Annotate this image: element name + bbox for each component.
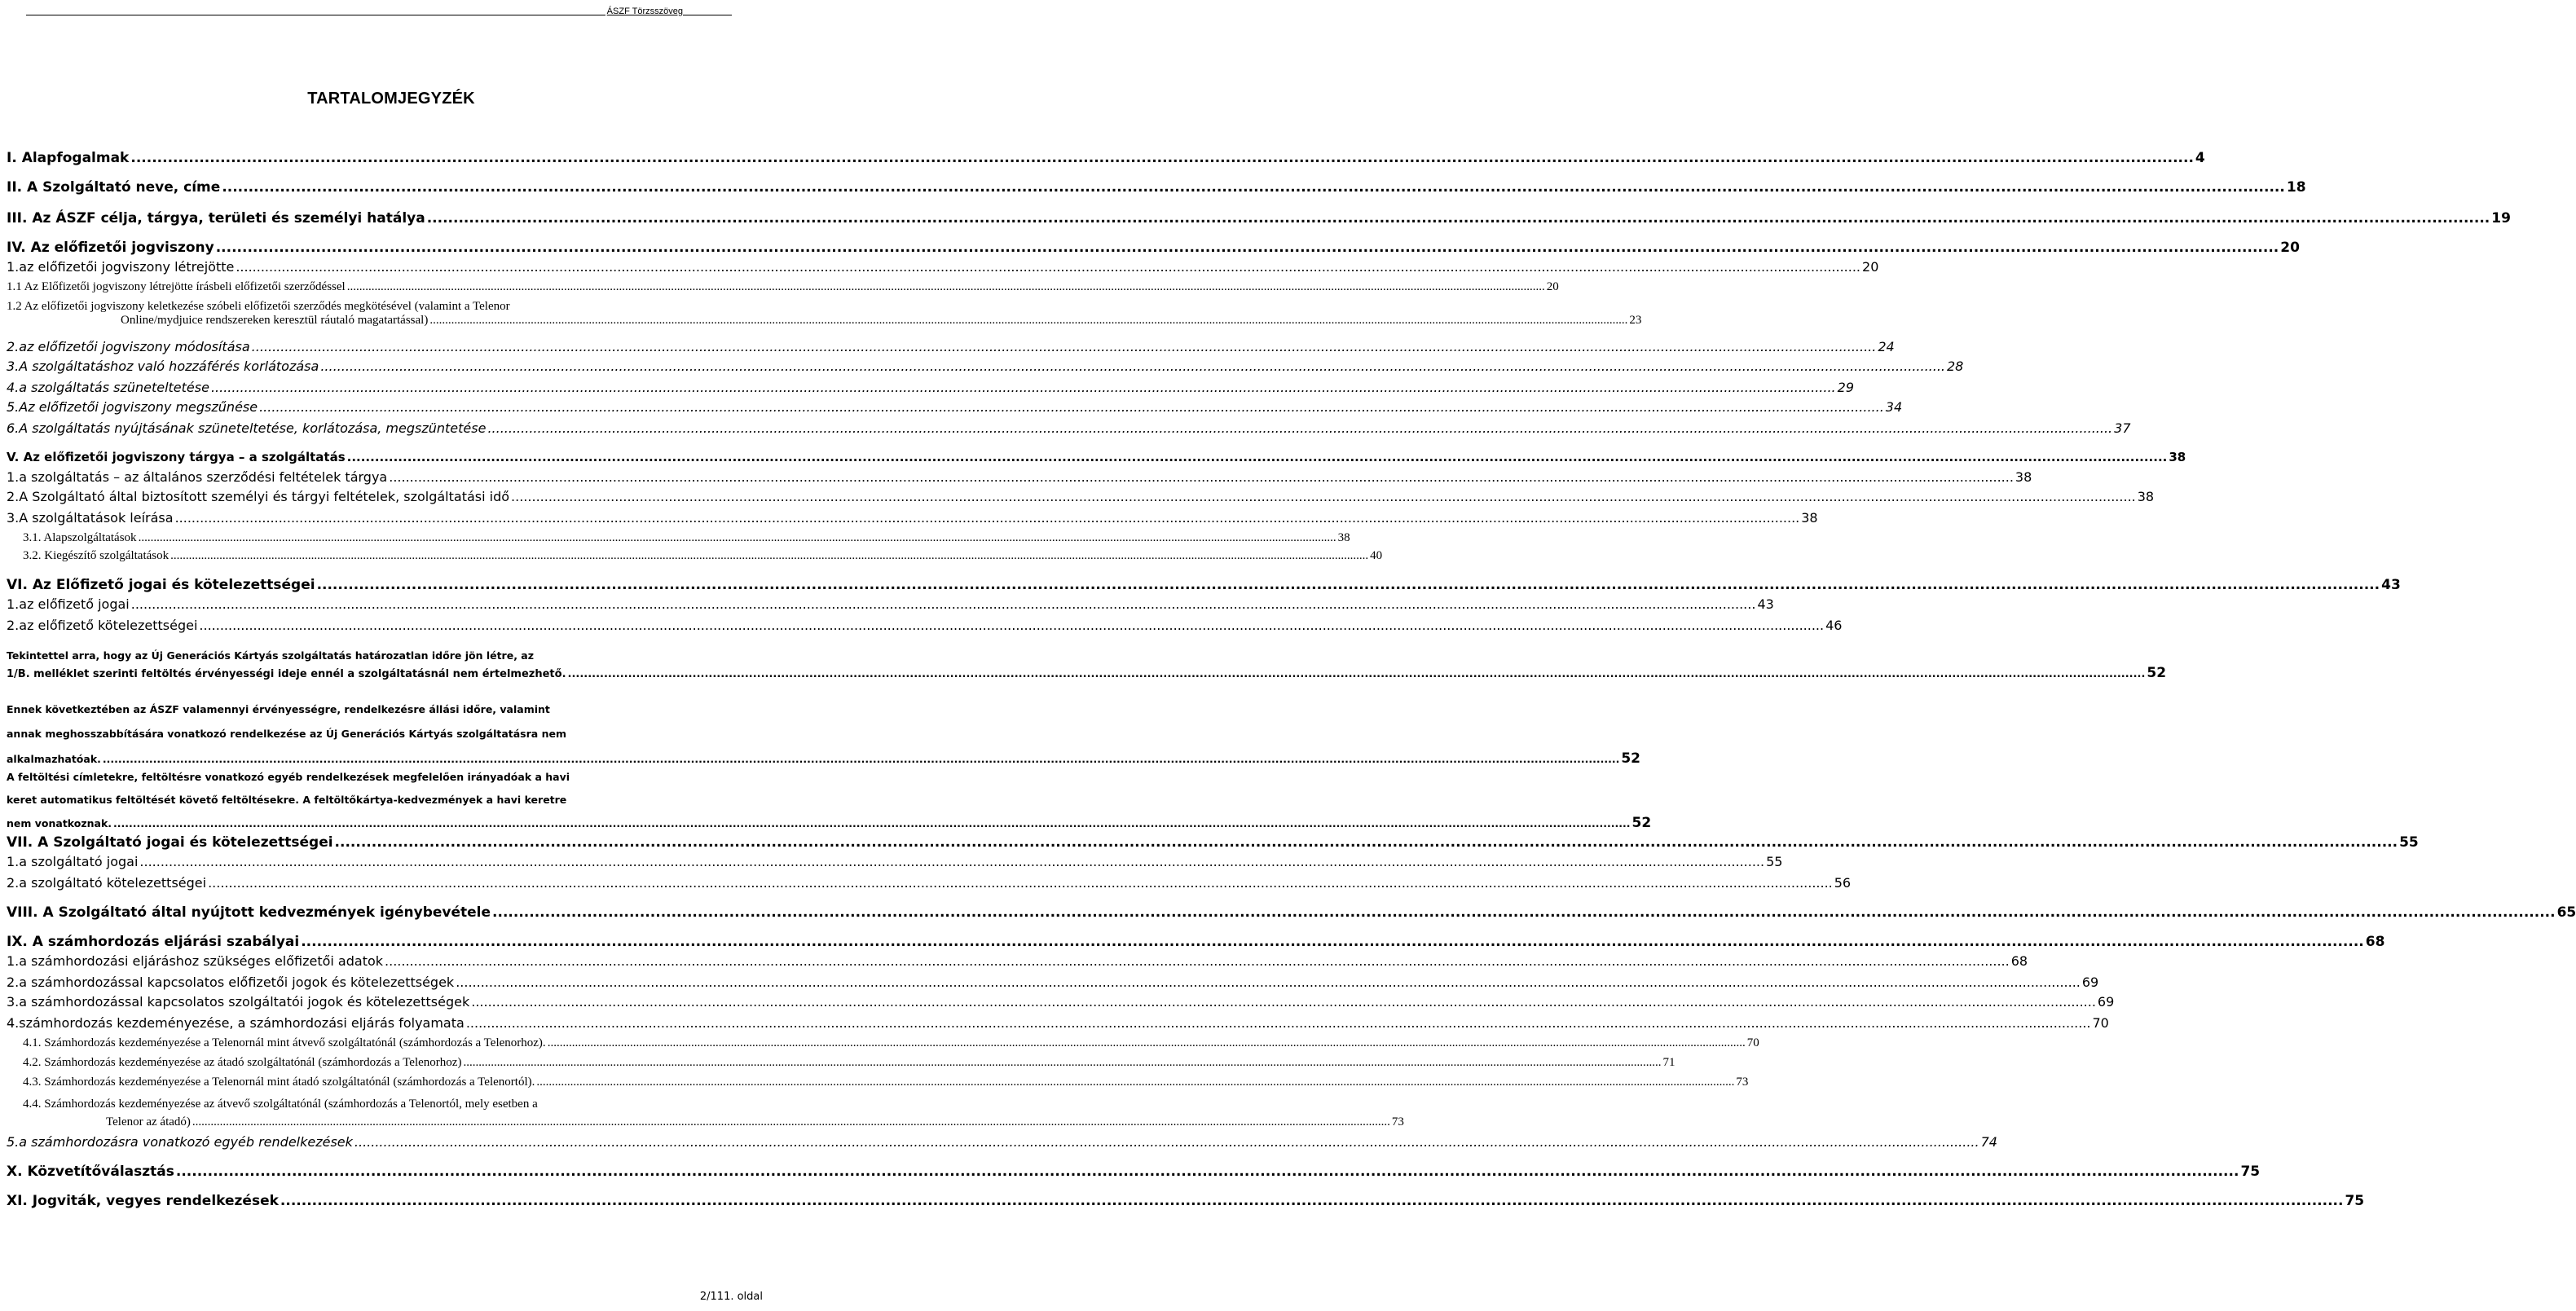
- toc-leader-dots: [354, 1134, 1979, 1150]
- toc-entry-text: 3.1. Alapszolgáltatások: [23, 531, 137, 544]
- toc-page-number: 23: [1629, 314, 1642, 327]
- toc-page-number: 34: [1885, 399, 1903, 415]
- toc-page-number: 37: [2114, 420, 2131, 436]
- toc-leader-dots: [130, 150, 2194, 166]
- toc-page-number: 20: [1546, 280, 1559, 293]
- toc-entry-text-line3: alkalmazhatóak.: [7, 753, 101, 765]
- toc-entry-V-3-1[interactable]: [23, 531, 1350, 545]
- toc-leader-dots: [208, 875, 1833, 891]
- toc-entry-V[interactable]: [7, 450, 2186, 464]
- toc-leader-dots: [347, 450, 2168, 464]
- toc-entry-text: X. Közvetítőválasztás: [7, 1164, 174, 1180]
- toc-entry-text-line1: Tekintettel arra, hogy az Új Generációs Kártyás szolgáltatás határozatlan időre jön létre, az: [7, 649, 535, 662]
- toc-leader-dots: [466, 1015, 2091, 1031]
- toc-page-number: 38: [2169, 450, 2186, 464]
- toc-leader-dots: [471, 994, 2096, 1010]
- toc-entry-text: 1.az előfizetői jogviszony létrejötte: [7, 259, 235, 275]
- toc-entry-text-line1: 4.4. Számhordozás kezdeményezése az átvevő szolgáltatónál (számhordozás a Telenortól, mely esetben a: [23, 1098, 538, 1111]
- running-header: [26, 5, 732, 15]
- toc-page-number: 38: [2015, 469, 2032, 485]
- toc-entry-IX[interactable]: [7, 934, 2385, 950]
- toc-page-number: 55: [1766, 854, 1783, 869]
- toc-page-number: 28: [1947, 359, 1964, 374]
- toc-entry-VI[interactable]: [7, 577, 2401, 593]
- toc-entry-text-line1: 1.2 Az előfizetői jogviszony keletkezése szóbeli előfizetői szerződés megkötésével (valamint a Telenor: [7, 300, 510, 313]
- toc-leader-dots: [463, 1056, 1661, 1070]
- toc-entry-IX-4-3[interactable]: [23, 1076, 1749, 1089]
- toc-entry-text: 1.1 Az Előfizetői jogviszony létrejötte írásbeli előfizetői szerződéssel: [7, 280, 346, 293]
- toc-entry-text-line2: keret automatikus feltöltését követő feltöltésekre. A feltöltőkártya-kedvezmények a havi keretre: [7, 794, 567, 806]
- toc-entry-IX-4-1[interactable]: [23, 1036, 1759, 1050]
- toc-entry-text: 3.a számhordozással kapcsolatos szolgáltatói jogok és kötelezettségek: [7, 994, 470, 1010]
- toc-entry-IV-1-2[interactable]: [7, 300, 1642, 328]
- toc-entry-text: 1.az előfizető jogai: [7, 596, 130, 612]
- toc-leader-dots: [456, 974, 2081, 990]
- toc-entry-IV-1-1[interactable]: [7, 280, 1559, 294]
- toc-page-number: 70: [2092, 1015, 2109, 1031]
- toc-page-number: 52: [2147, 665, 2167, 681]
- toc-leader-dots: [259, 399, 1884, 415]
- toc-entry-text: 2.a szolgáltató kötelezettségei: [7, 875, 207, 891]
- toc-entry-text: VI. Az Előfizető jogai és kötelezettségei: [7, 577, 315, 593]
- toc-page-number: 55: [2399, 834, 2419, 851]
- toc-entry-consequence[interactable]: [7, 697, 1640, 772]
- toc-page-number: 69: [2081, 974, 2099, 990]
- toc-entry-XI[interactable]: [7, 1193, 2365, 1209]
- toc-entry-V-1[interactable]: [7, 469, 2032, 485]
- toc-entry-text: V. Az előfizetői jogviszony tárgya – a szolgáltatás: [7, 450, 346, 464]
- toc-leader-dots: [429, 314, 1627, 328]
- toc-page-number: 38: [1337, 531, 1350, 544]
- toc-leader-dots: [216, 240, 2279, 256]
- toc-leader-dots: [199, 618, 1824, 633]
- toc-page-number: 73: [1736, 1076, 1749, 1089]
- toc-entry-VII-2[interactable]: [7, 875, 1852, 891]
- toc-entry-X[interactable]: [7, 1164, 2261, 1180]
- toc-leader-dots: [536, 1076, 1734, 1089]
- toc-entry-text: 5.Az előfizetői jogviszony megszűnése: [7, 399, 258, 415]
- toc-page-number: 18: [2286, 179, 2306, 196]
- page-title: TARTALOMJEGYZÉK: [307, 90, 475, 108]
- toc-entry-VII-1[interactable]: [7, 854, 1783, 869]
- toc-entry-text-line2: annak meghosszabbítására vonatkozó rendelkezése az Új Generációs Kártyás szolgáltatásra nem: [7, 728, 566, 740]
- toc-leader-dots: [347, 280, 1545, 294]
- toc-page-number: 71: [1662, 1056, 1676, 1069]
- toc-entry-text-line2: Online/mydjuice rendszereken keresztül ráutaló magatartással): [121, 314, 429, 327]
- toc-page-number: 52: [1621, 750, 1640, 767]
- toc-entry-text-line2: Telenor az átadó): [106, 1115, 191, 1128]
- toc-entry-VII[interactable]: [7, 834, 2419, 851]
- toc-entry-text: 1.a szolgáltatás – az általános szerződési feltételek tárgya: [7, 469, 388, 485]
- toc-entry-V-2[interactable]: [7, 489, 2155, 504]
- toc-page-number: 68: [2010, 953, 2028, 969]
- toc-entry-text: 3.2. Kiegészítő szolgáltatások: [23, 549, 170, 562]
- toc-entry-text: 3.A szolgáltatáshoz való hozzáférés korlátozása: [7, 359, 319, 374]
- toc-entry-text: 2.az előfizetői jogviszony módosítása: [7, 339, 250, 354]
- toc-entry-text: 4.3. Számhordozás kezdeményezése a Telenornál mint átadó szolgáltatónál (számhordozás a Telenortól).: [23, 1076, 535, 1089]
- toc-page-number: 70: [1746, 1036, 1759, 1049]
- toc-leader-dots: [301, 934, 2364, 950]
- toc-page-number: 68: [2365, 934, 2385, 950]
- toc-leader-dots: [211, 380, 1836, 395]
- toc-leader-dots: [139, 854, 1764, 869]
- toc-page-number: 40: [1370, 549, 1383, 562]
- toc-entry-VI-2[interactable]: [7, 618, 1843, 633]
- toc-page-number: 24: [1878, 339, 1895, 354]
- toc-entry-II[interactable]: [7, 179, 2306, 196]
- toc-entry-text: 1.a számhordozási eljáráshoz szükséges előfizetői adatok: [7, 953, 384, 969]
- toc-entry-text: 4.2. Számhordozás kezdeményezése az átadó szolgáltatónál (számhordozás a Telenorhoz): [23, 1056, 462, 1069]
- toc-leader-dots: [487, 420, 2112, 436]
- toc-page-number: 4: [2195, 150, 2205, 166]
- toc-page-number: 75: [2240, 1164, 2261, 1180]
- toc-page-number: 20: [1862, 259, 1879, 275]
- toc-leader-dots: [335, 834, 2398, 851]
- toc-leader-dots: [280, 1193, 2344, 1209]
- running-header-text: ÁSZF Törzsszöveg: [606, 7, 683, 16]
- toc-leader-dots: [131, 596, 1756, 612]
- toc-page-number: 43: [2381, 577, 2401, 593]
- toc-page-number: 73: [1391, 1115, 1404, 1128]
- toc-leader-dots: [192, 1113, 1390, 1131]
- toc-entry-text: 2.az előfizető kötelezettségei: [7, 618, 198, 633]
- toc-leader-dots: [139, 531, 1336, 545]
- toc-entry-IV-2[interactable]: [7, 339, 1895, 354]
- toc-entry-IX-1[interactable]: [7, 953, 2028, 969]
- toc-entry-text-line1: A feltöltési címletekre, feltöltésre vonatkozó egyéb rendelkezések megfelelően irányadóak a havi: [7, 771, 570, 783]
- toc-entry-text: XI. Jogviták, vegyes rendelkezések: [7, 1193, 279, 1209]
- toc-entry-text: IV. Az előfizetői jogviszony: [7, 240, 214, 256]
- toc-page-number: 65: [2556, 904, 2576, 921]
- toc-entry-topup-denominations[interactable]: [7, 766, 1652, 835]
- toc-entry-IV[interactable]: [7, 240, 2300, 256]
- toc-page-number: 75: [2345, 1193, 2365, 1209]
- toc-leader-dots: [170, 549, 1368, 563]
- toc-page-number: 19: [2491, 210, 2511, 227]
- toc-entry-IV-4[interactable]: [7, 380, 1854, 395]
- toc-leader-dots: [492, 904, 2556, 921]
- toc-entry-text: VIII. A Szolgáltató által nyújtott kedvezmények igénybevétele: [7, 904, 491, 921]
- toc-leader-dots: [236, 259, 1860, 275]
- toc-entry-text: 3.A szolgáltatások leírása: [7, 510, 174, 526]
- toc-page-number: 29: [1837, 380, 1854, 395]
- toc-page-number: 38: [1801, 510, 1818, 526]
- toc-leader-dots: [320, 359, 1945, 374]
- toc-entry-V-3[interactable]: [7, 510, 1818, 526]
- toc-entry-IV-3[interactable]: [7, 359, 1964, 374]
- toc-page-number: 20: [2280, 240, 2300, 256]
- toc-entry-text: 4.a szolgáltatás szüneteltetése: [7, 380, 209, 395]
- toc-entry-IX-4-4[interactable]: [23, 1095, 1404, 1131]
- toc-entry-IX-4-2[interactable]: [23, 1056, 1676, 1070]
- toc-entry-text: 2.A Szolgáltató által biztosított személyi és tárgyi feltételek, szolgáltatási idő: [7, 489, 510, 504]
- toc-entry-text: I. Alapfogalmak: [7, 150, 130, 166]
- toc-entry-text: 1.a szolgáltató jogai: [7, 854, 139, 869]
- toc-page-number: 38: [2137, 489, 2155, 504]
- toc-entry-text-line2: 1/B. melléklet szerinti feltöltés érvényességi ideje ennél a szolgáltatásnál nem értelmezhető.: [7, 668, 566, 680]
- toc-leader-dots: [385, 953, 2010, 969]
- toc-leader-dots: [222, 179, 2285, 196]
- toc-leader-dots: [548, 1036, 1746, 1050]
- toc-entry-VI-1[interactable]: [7, 596, 1774, 612]
- toc-entry-text: IX. A számhordozás eljárási szabályai: [7, 934, 300, 950]
- toc-leader-dots: [113, 812, 1630, 835]
- toc-page-number: 74: [1980, 1134, 1997, 1150]
- toc-entry-V-3-2[interactable]: [23, 549, 1383, 563]
- toc-page-number: 43: [1757, 596, 1774, 612]
- toc-entry-text: 6.A szolgáltatás nyújtásának szüneteltetése, korlátozása, megszüntetése: [7, 420, 487, 436]
- toc-entry-new-gen-validity[interactable]: [7, 647, 2167, 681]
- toc-leader-dots: [252, 339, 1877, 354]
- toc-leader-dots: [317, 577, 2380, 593]
- toc-page-number: 69: [2097, 994, 2115, 1010]
- toc-entry-text: 2.a számhordozással kapcsolatos előfizetői jogok és kötelezettségek: [7, 974, 455, 990]
- toc-entry-III[interactable]: [7, 210, 2511, 227]
- toc-page-number: 46: [1825, 618, 1843, 633]
- toc-entry-IV-1[interactable]: [7, 259, 1879, 275]
- toc-entry-IV-5[interactable]: [7, 399, 1903, 415]
- toc-entry-IX-4[interactable]: [7, 1015, 2109, 1031]
- toc-leader-dots: [568, 668, 2146, 680]
- toc-entry-text-line1: Ennek következtében az ÁSZF valamennyi érvényességre, rendelkezésre állási időre, valamint: [7, 703, 550, 715]
- toc-entry-IX-5[interactable]: [7, 1134, 1997, 1150]
- toc-entry-IX-2[interactable]: [7, 974, 2099, 990]
- toc-leader-dots: [511, 489, 2136, 504]
- toc-page-number: 56: [1834, 875, 1852, 891]
- toc-page-number: 52: [1631, 815, 1652, 831]
- toc-entry-text: II. A Szolgáltató neve, címe: [7, 179, 221, 196]
- toc-entry-IV-6[interactable]: [7, 420, 2131, 436]
- toc-leader-dots: [176, 1164, 2239, 1180]
- page-number-footer: 2/111. oldal: [699, 1291, 763, 1303]
- toc-leader-dots: [427, 210, 2490, 227]
- toc-entry-text: VII. A Szolgáltató jogai és kötelezettségei: [7, 834, 333, 851]
- toc-leader-dots: [389, 469, 2014, 485]
- toc-entry-IX-3[interactable]: [7, 994, 2115, 1010]
- toc-entry-I[interactable]: [7, 150, 2205, 166]
- toc-entry-text: III. Az ÁSZF célja, tárgya, területi és személyi hatálya: [7, 210, 425, 227]
- toc-entry-text-line3: nem vonatkoznak.: [7, 817, 112, 829]
- toc-leader-dots: [175, 510, 1800, 526]
- toc-entry-text: 4.számhordozás kezdeményezése, a számhordozási eljárás folyamata: [7, 1015, 465, 1031]
- toc-entry-VIII[interactable]: [7, 904, 2576, 921]
- toc-entry-text: 4.1. Számhordozás kezdeményezése a Telenornál mint átvevő szolgáltatónál (számhordozás a Telenorhoz).: [23, 1036, 546, 1049]
- toc-entry-text: 5.a számhordozásra vonatkozó egyéb rendelkezések: [7, 1134, 353, 1150]
